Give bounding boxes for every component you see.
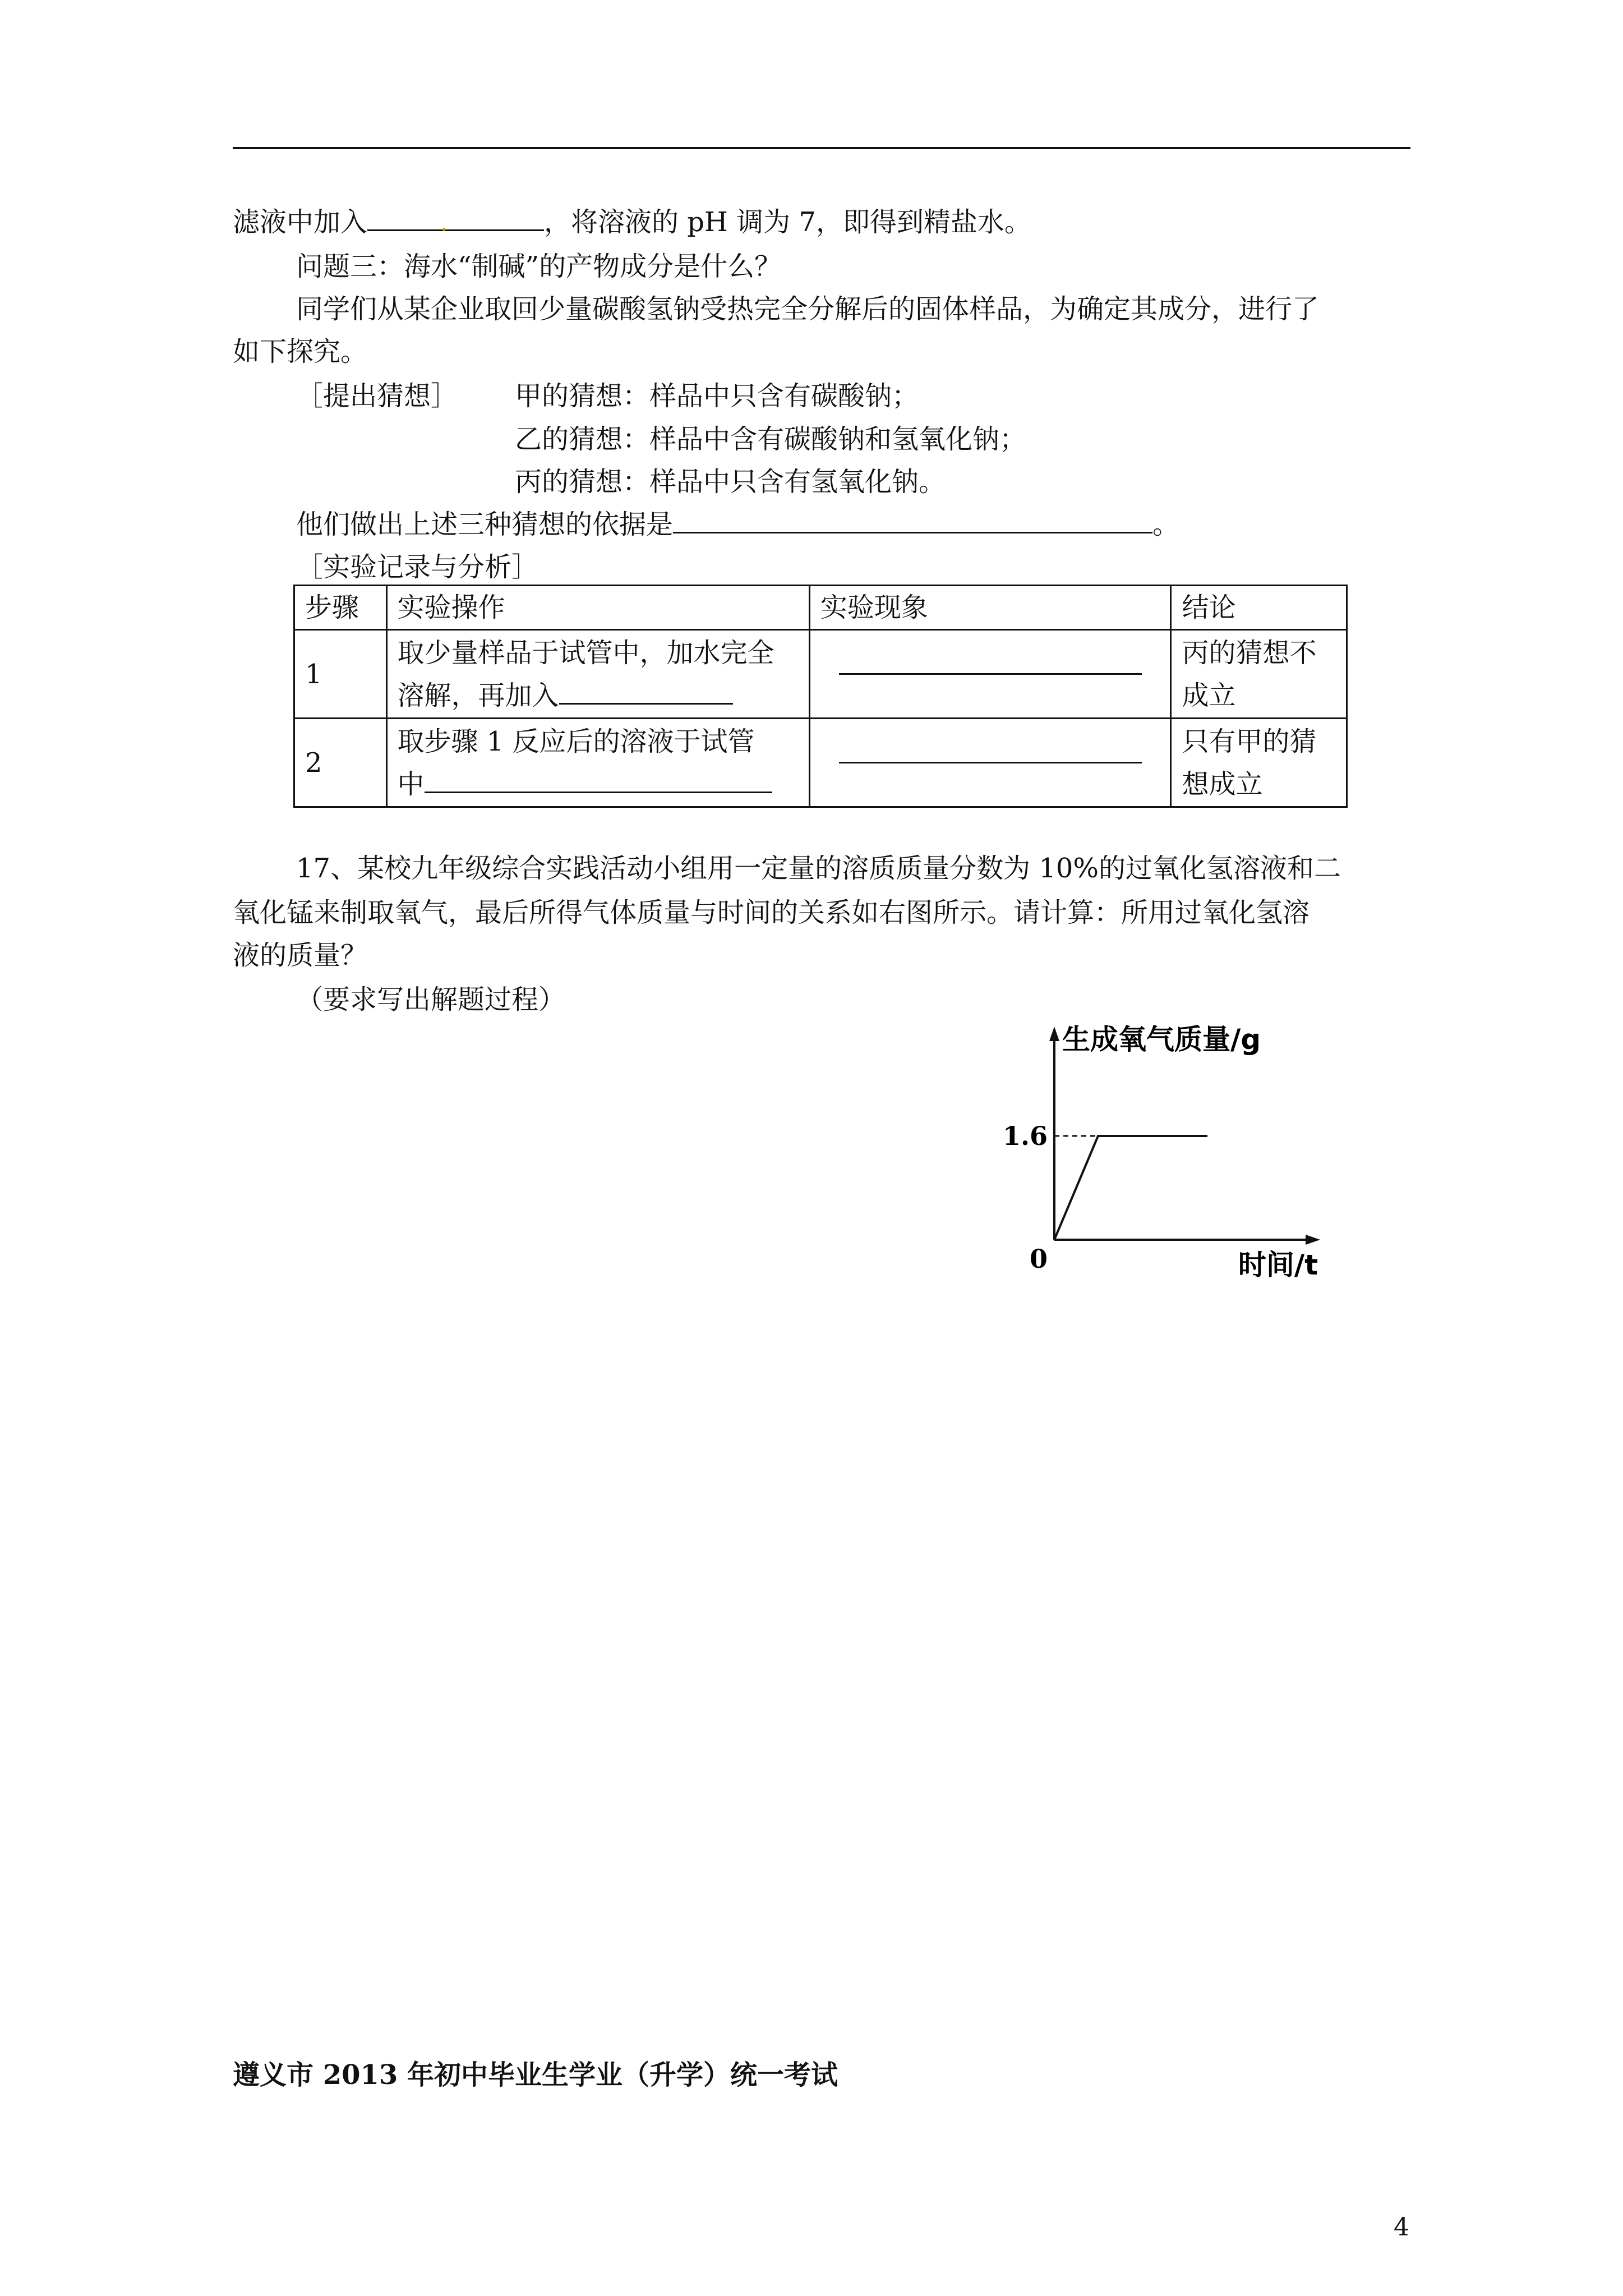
text: 甲的猜想：样品中只含有碳酸钠； [515,380,919,412]
answer-blank [839,762,1142,763]
text: 如下探究。 [233,336,368,367]
hypothesis-a [515,378,919,415]
experiment-table [293,585,1348,808]
text-line-2 [296,248,781,285]
cell-text: 只有甲的猜 [1182,725,1317,757]
oxygen-mass-chart [976,1015,1335,1307]
text: （要求写出解题过程） [296,984,566,1015]
header-conclusion: 结论 [1171,586,1347,630]
text-line-basis [296,506,1179,543]
phenomenon-cell [809,719,1171,807]
text: 。 [1152,509,1180,540]
series-line [1054,1136,1207,1240]
text: 问题三：海水“制碱”的产物成分是什么？ [296,251,782,282]
hypothesis-c [515,463,946,500]
text: 17、某校九年级综合实践活动小组用一定量的溶质质量分数为 10%的过氧化氢溶液和二 [296,853,1341,884]
step-cell: 2 [294,719,387,807]
text: ［提出猜想］ [296,380,458,412]
q17-line-3 [233,937,367,974]
header-rule [233,147,1410,149]
y-axis-arrow [1049,1027,1059,1041]
text: 液的质量？ [233,940,368,971]
x-axis-label: 时间/t [1238,1249,1318,1281]
text: 滤液中加入 [233,206,368,238]
cell-text-line [398,674,799,717]
header-phenomenon: 实验现象 [809,586,1171,630]
q17-line-4 [296,981,565,1018]
cell-text: 取少量样品于试管中，加水完全 [397,637,774,669]
answer-blank [673,507,1152,533]
text: 丙的猜想：样品中只含有氢氧化钠。 [515,466,946,498]
text: 乙的猜想：样品中含有碳酸钠和氢氧化钠； [515,424,1027,455]
hypothesis-b [515,421,1026,458]
page-number: 4 [1394,2213,1409,2242]
text: ［实验记录与分析］ [296,551,539,583]
cell-text: 溶解，再加入 [397,679,559,711]
mark-dot: . [440,210,448,236]
x-axis-arrow [1306,1235,1320,1245]
answer-blank [839,673,1142,675]
conclusion-cell [1171,630,1347,719]
answer-blank [425,767,772,793]
cell-text: 中 [397,768,425,800]
section-record [296,549,538,586]
text: 他们做出上述三种猜想的依据是 [296,509,674,540]
cell-text-line [398,763,799,806]
text: 同学们从某企业取回少量碳酸氢钠受热完全分解后的固体样品，为确定其成分，进行了 [296,293,1320,325]
table-row [294,719,1347,807]
cell-text: 取步骤 1 反应后的溶液于试管 [397,725,755,757]
cell-text: 成立 [1182,679,1236,711]
text-line-1 [233,204,1031,241]
phenomenon-cell [809,630,1171,719]
text-line-3 [296,291,1319,328]
operation-cell [386,630,809,719]
text: 氧化锰来制取氧气，最后所得气体质量与时间的关系如右图所示。请计算：所用过氧化氢溶 [233,897,1310,928]
table-header-row [294,586,1347,630]
operation-cell [386,719,809,807]
answer-blank [559,678,733,705]
q17-line-1 [296,850,1341,887]
y-tick-label: 1.6 [1002,1121,1048,1151]
origin-label: 0 [1029,1244,1048,1274]
y-axis-label: 生成氧气质量/g [1062,1023,1261,1056]
header-step: 步骤 [294,586,387,630]
header-operation: 实验操作 [386,586,809,630]
q17-line-2 [233,894,1310,931]
conclusion-cell [1171,719,1347,807]
cell-text: 想成立 [1182,768,1263,800]
text-line-4 [233,333,367,370]
answer-blank [367,205,544,236]
step-cell: 1 [294,630,387,719]
footer-title: 遵义市 2013 年初中毕业生学业（升学）统一考试 [233,2059,838,2091]
text: ，将溶液的 pH 调为 7，即得到精盐水。 [544,206,1031,238]
cell-text: 丙的猜想不 [1182,637,1317,669]
hypothesis-tag [296,378,458,415]
table-row [294,630,1347,719]
